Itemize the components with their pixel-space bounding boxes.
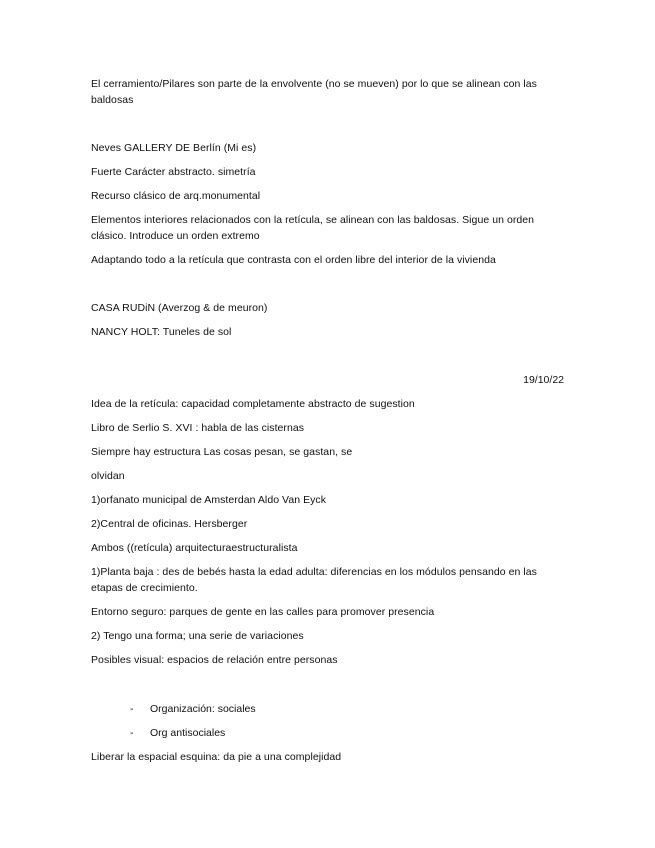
note-olvidan: olvidan [91,470,125,482]
date-stamp: 19/10/22 [523,374,564,386]
bullet-marker: - [130,703,134,715]
note-planta-baja: 1)Planta baja : des de bebés hasta la edad adulta: diferencias en los módulos pensando en las etapas de crecimiento. [91,566,537,594]
note-siempre-estructura: Siempre hay estructura Las cosas pesan, se gastan, se [91,446,353,458]
paragraph-nancy-holt: NANCY HOLT: Tuneles de sol [91,326,232,338]
note-liberar-esquina: Liberar la espacial esquina: da pie a una complejidad [91,751,342,763]
paragraph-elementos-interiores: Elementos interiores relacionados con la retícula, se alinean con las baldosas. Sigue un orden clásico. Introduce un orden extremo [91,214,535,242]
note-central-oficinas: 2)Central de oficinas. Hersberger [91,518,248,530]
bullet-item-organizacion: Organización: sociales [150,703,256,715]
note-ambos: Ambos ((retícula) arquitecturaestructuralista [91,542,298,554]
paragraph-neves-gallery: Neves GALLERY DE Berlín (Mi es) [91,142,257,154]
paragraph-casa-rudin: CASA RUDiN (Averzog & de meuron) [91,302,268,314]
bullet-marker: - [130,727,134,739]
paragraph-fuerte-caracter: Fuerte Carácter abstracto. simetría [91,166,256,178]
note-tengo-forma: 2) Tengo una forma; una serie de variaciones [91,630,304,642]
bullet-item-antisociales: Org antisociales [150,727,226,739]
note-orfanato: 1)orfanato municipal de Amsterdan Aldo Van Eyck [91,494,327,506]
note-posibles-visual: Posibles visual: espacios de relación entre personas [91,654,338,666]
paragraph-cerramiento: El cerramiento/Pilares son parte de la envolvente (no se mueven) por lo que se alinean con las baldosas [91,78,537,106]
note-libro-serlio: Libro de Serlio S. XVI : habla de las cisternas [91,422,305,434]
paragraph-adaptando: Adaptando todo a la retícula que contrasta con el orden libre del interior de la vivienda [91,254,496,266]
note-entorno-seguro: Entorno seguro: parques de gente en las calles para promover presencia [91,606,435,618]
note-idea-reticula: Idea de la retícula: capacidad completamente abstracto de sugestion [91,398,415,410]
paragraph-recurso-clasico: Recurso clásico de arq.monumental [91,190,261,202]
